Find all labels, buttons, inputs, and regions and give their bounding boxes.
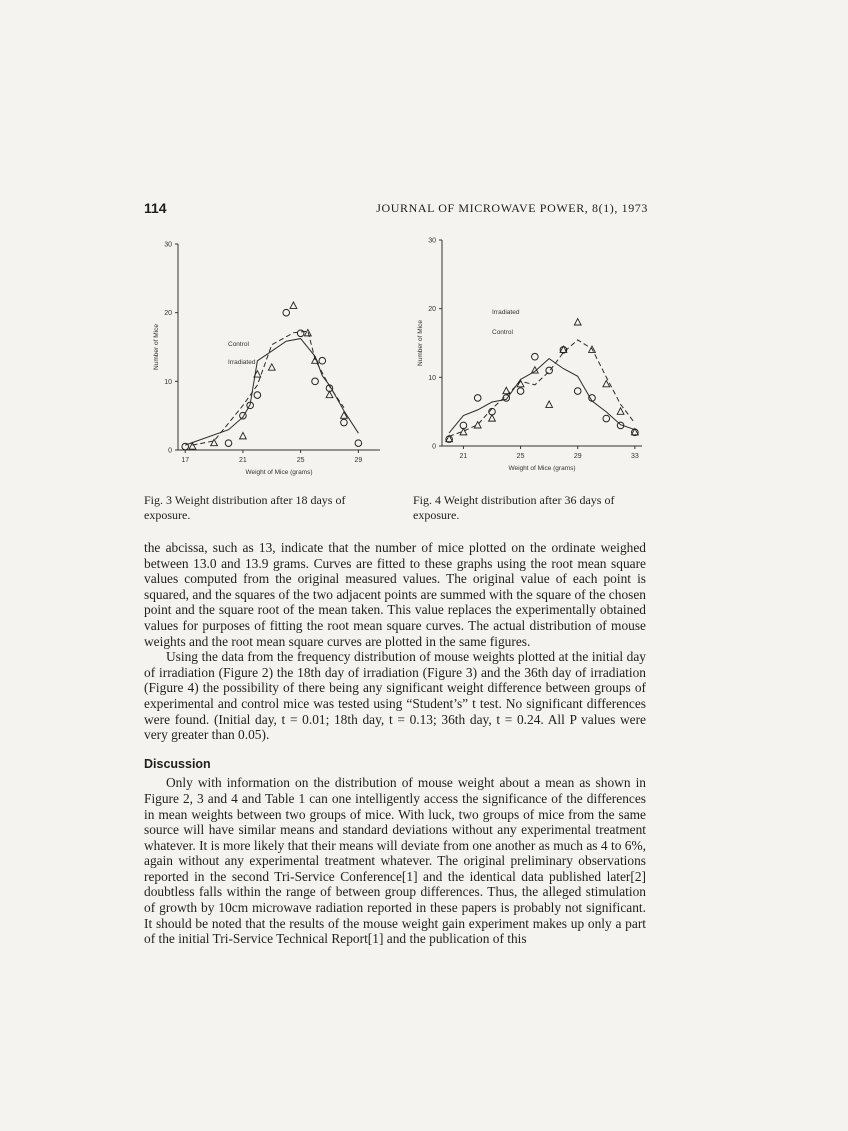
y-tick-label: 20 <box>428 306 436 314</box>
page-header <box>144 200 648 220</box>
data-point-irradiated <box>489 415 496 421</box>
data-point-irradiated <box>574 319 581 325</box>
data-point-control <box>240 412 247 419</box>
y-tick-label: 10 <box>164 378 172 386</box>
legend-entry: Irradiated <box>492 309 520 316</box>
fitted-curve-irradiated <box>192 331 344 445</box>
data-point-control <box>532 353 539 360</box>
y-tick-label: 20 <box>164 310 172 318</box>
y-axis-label: Number of Mice <box>153 324 160 370</box>
data-point-irradiated <box>326 391 333 397</box>
article-body <box>144 540 646 947</box>
data-point-control <box>182 443 189 450</box>
legend-entry: Control <box>228 341 249 348</box>
x-tick-label: 25 <box>296 457 305 464</box>
figure-3-caption: Fig. 3 Weight distribution after 18 days of exposure. <box>144 493 346 522</box>
data-point-irradiated <box>211 439 218 445</box>
section-heading-discussion: Discussion <box>144 756 211 771</box>
running-head: JOURNAL OF MICROWAVE POWER, 8(1), 1973 <box>376 201 648 215</box>
data-point-irradiated <box>290 302 297 308</box>
figure-4-caption: Fig. 4 Weight distribution after 36 days of exposure. <box>413 493 615 522</box>
paragraph-2: Using the data from the frequency distribution of mouse weights plotted at the initial day of irradiation (Figure 2) the 18th day of irradiation (Figure 3) and the 36th day of irradiation (Figure 4) the possibility of there being any significant weight difference between groups of experimental and control mice was tested using “Student’s” t test. No significant differences were found. (Initial day, t = 0.01; 18th day, t = 0.13; 36th day, t = 0.24. All P values were very greater than 0.05). <box>144 649 646 743</box>
data-point-irradiated <box>240 432 247 438</box>
paragraph-1: the abcissa, such as 13, indicate that the number of mice plotted on the ordinate weighed between 13.0 and 13.9 grams. Curves are fitted to these graphs using the root mean square values computed from the original measured values. The original value of each point is squared, and the squares of the two adjacent points are summed with the square of the chosen point and the square root of the mean taken. This value replaces the experimentally obtained values for purposes of fitting the root mean square curves. The actual distribution of mouse weights and the root mean square curves are plotted in the same figures. <box>144 540 646 649</box>
data-point-control <box>254 392 261 399</box>
data-point-control <box>341 419 348 426</box>
y-tick-label: 0 <box>168 447 172 455</box>
x-tick-label: 33 <box>630 453 639 460</box>
y-tick-label: 10 <box>428 374 436 382</box>
data-point-control <box>225 440 232 447</box>
fitted-curve-control <box>185 339 358 446</box>
x-tick-label: 29 <box>573 453 582 460</box>
data-point-control <box>283 309 290 316</box>
data-point-control <box>355 440 362 447</box>
page-number: 114 <box>144 200 167 216</box>
x-tick-label: 17 <box>181 457 190 464</box>
legend-entry: Control <box>492 329 513 336</box>
x-tick-label: 21 <box>239 457 247 464</box>
data-point-control <box>474 395 481 402</box>
data-point-irradiated <box>617 408 624 414</box>
legend-entry: Irradiated <box>228 359 256 366</box>
y-axis-label: Number of Mice <box>417 320 424 366</box>
data-point-control <box>517 388 524 395</box>
y-tick-label: 30 <box>164 241 172 249</box>
data-point-control <box>319 357 326 364</box>
data-point-irradiated <box>268 364 275 370</box>
x-axis-label: Weight of Mice (grams) <box>508 465 576 472</box>
data-point-control <box>574 388 581 395</box>
data-point-irradiated <box>603 380 610 386</box>
figure-4-chart <box>410 234 655 488</box>
data-point-irradiated <box>546 401 553 407</box>
y-tick-label: 30 <box>428 237 436 245</box>
data-point-control <box>546 367 553 374</box>
y-tick-label: 0 <box>432 443 436 451</box>
x-axis-label: Weight of Mice (grams) <box>245 469 313 476</box>
data-point-control <box>603 415 610 422</box>
x-tick-label: 21 <box>459 453 468 460</box>
x-tick-label: 25 <box>516 453 525 460</box>
x-tick-label: 29 <box>354 457 363 464</box>
data-point-control <box>297 330 304 337</box>
paragraph-3: Only with information on the distribution of mouse weight about a mean as shown in Figure 2, 3 and 4 and Table 1 can one intelligently access the significance of the differences in mean weights between two groups of mice. With luck, two groups of mice from the same source will have similar means and standard deviations without any experimental treatment whatever. It is more likely that their means will deviate from one another as much as 4 to 6%, again without any experimental treatment whatever. The original preliminary observations reported in the second Tri-Service Conference[1] and the identical data published later[2] doubtless falls within the range of between group differences. Thus, the alleged stimulation of growth by 10cm microwave radiation reported in these papers is probably not significant. It should be noted that the results of the mouse weight gain experiment makes up only a part of the initial Tri-Service Technical Report[1] and the publication of this <box>144 775 646 947</box>
data-point-control <box>312 378 319 385</box>
figure-3-chart <box>140 236 390 488</box>
